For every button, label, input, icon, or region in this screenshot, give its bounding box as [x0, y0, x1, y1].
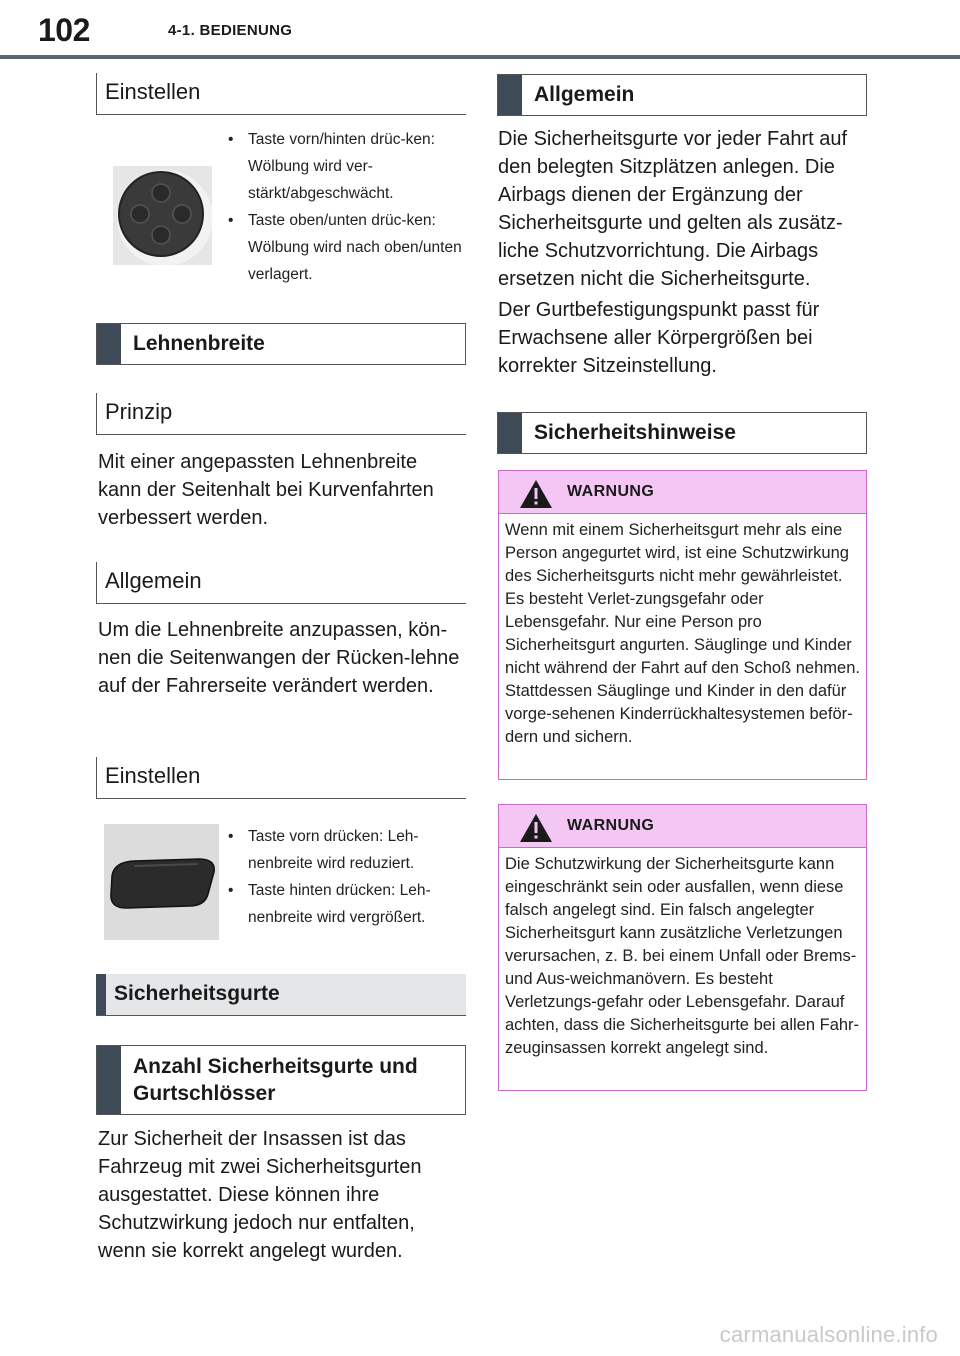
heading-sicherheitshinweise: [497, 412, 867, 454]
bullet-item: • Taste vorn/hinten drüc-ken: Wölbung wird ver-stärkt/abgeschwächt.: [228, 126, 466, 207]
lumbar-button-image: [113, 166, 212, 265]
allgemein-right-para2: Der Gurtbefestigungspunkt passt für Erwachsene aller Körpergrößen bei korrekter Sitzeinstellung.: [498, 299, 820, 377]
warning-box-2: [498, 804, 867, 1091]
warning-header: [499, 471, 866, 514]
warning-triangle-icon: [519, 479, 553, 509]
heading-einstellen-2: [96, 757, 466, 799]
heading-text: Prinzip: [96, 393, 466, 435]
heading-text: Sicherheitsgurte: [114, 982, 280, 1005]
heading-text: Allgemein: [96, 562, 466, 604]
allgemein-left-text: Um die Lehnenbreite anzupassen, kön-nen die Seitenwangen der Rücken-lehne auf der Fahrerseite verändert werden.: [98, 619, 460, 697]
watermark: carmanualsonline.info: [719, 1322, 938, 1347]
heading-text: Sicherheitshinweise: [534, 421, 736, 444]
heading-text: Lehnenbreite: [133, 332, 265, 355]
bullet-item: • Taste oben/unten drüc-ken: Wölbung wird nach oben/unten verlagert.: [228, 207, 466, 288]
page-number: 102: [38, 12, 90, 48]
allgemein-right-para1: Die Sicherheitsgurte vor jeder Fahrt auf den belegten Sitzplätzen anlegen. Die Airbags dienen der Ergänzung der Sicherheitsgurte und gelten als zusätz-liche Schutzvorrichtung. Die Airbags ersetzen nicht die Sicherheitsgurte.: [498, 128, 848, 290]
chapter-title: 4-1. BEDIENUNG: [168, 22, 293, 39]
heading-allgemein-left: [96, 562, 466, 604]
warning-box-1: [498, 470, 867, 780]
warning-label: WARNUNG: [567, 483, 655, 500]
warning-header: [499, 805, 866, 848]
prinzip-text: Mit einer angepassten Lehnenbreite kann der Seitenhalt bei Kurvenfahrten verbessert werden.: [98, 451, 434, 529]
heading-text: Anzahl Sicherheitsgurte und Gurtschlösser: [133, 1055, 418, 1105]
heading-bar: [97, 324, 121, 364]
heading-prinzip: [96, 393, 466, 435]
heading-allgemein-right: [497, 74, 867, 116]
heading-text: Einstellen: [96, 73, 466, 115]
lumbar-control-icon: [113, 166, 212, 265]
heading-bar: [96, 974, 106, 1015]
warning-text: Die Schutzwirkung der Sicherheitsgurte kann eingeschränkt sein oder ausfallen, wenn diese falsch angelegt sind. Ein falsch angelegter Sicherheitsgurt kann zusätzliche Verletzungen verursachen, z. B. bei einem Unfall oder Brems- und Aus-weichmanövern. Es besteht Verletzungs-gefahr oder Lebensgefahr. Darauf achten, dass die Sicherheitsgurte bei allen Fahr-zeuginsassen korrekt angelegt sind.: [505, 855, 860, 1057]
width-button-image: [104, 824, 219, 940]
einstellen-1-bullets: [228, 126, 466, 288]
heading-text: Einstellen: [96, 757, 466, 799]
warning-triangle-icon: [519, 813, 553, 843]
heading-text: Allgemein: [534, 83, 635, 106]
heading-einstellen-1: [96, 73, 466, 115]
header-rule: [0, 55, 960, 59]
backrest-width-control-icon: [104, 824, 219, 940]
warning-text: Wenn mit einem Sicherheitsgurt mehr als eine Person angegurtet wird, ist eine Schutzwirkung des Sicherheitsgurts nicht mehr gewährleistet. Es besteht Verlet-zungsgefahr oder Lebensgefahr. Nur eine Person pro Sicherheitsgurt angurten. Säuglinge und Kinder nicht während der Fahrt auf den Schoß nehmen. Stattdessen Säuglinge und Kinder in den dafür vorge-sehenen Kinderrückhaltesystemen beför-dern und sichern.: [505, 521, 860, 746]
bullet-item: • Taste hinten drücken: Leh-nenbreite wird vergrößert.: [228, 877, 468, 931]
anzahl-text: Zur Sicherheit der Insassen ist das Fahrzeug mit zwei Sicherheitsgurten ausgestattet. Diese können ihre Schutzwirkung jedoch nur entfalten, wenn sie korrekt angelegt wurden.: [98, 1128, 422, 1262]
warning-label: WARNUNG: [567, 817, 655, 834]
heading-bar: [97, 1046, 121, 1114]
einstellen-2-bullets: [228, 823, 468, 931]
heading-sicherheitsgurte: [96, 974, 466, 1016]
heading-anzahl: [96, 1045, 466, 1115]
heading-lehnenbreite: [96, 323, 466, 365]
heading-bar: [498, 75, 522, 115]
heading-bar: [498, 413, 522, 453]
bullet-item: • Taste vorn drücken: Leh-nenbreite wird reduziert.: [228, 823, 468, 877]
